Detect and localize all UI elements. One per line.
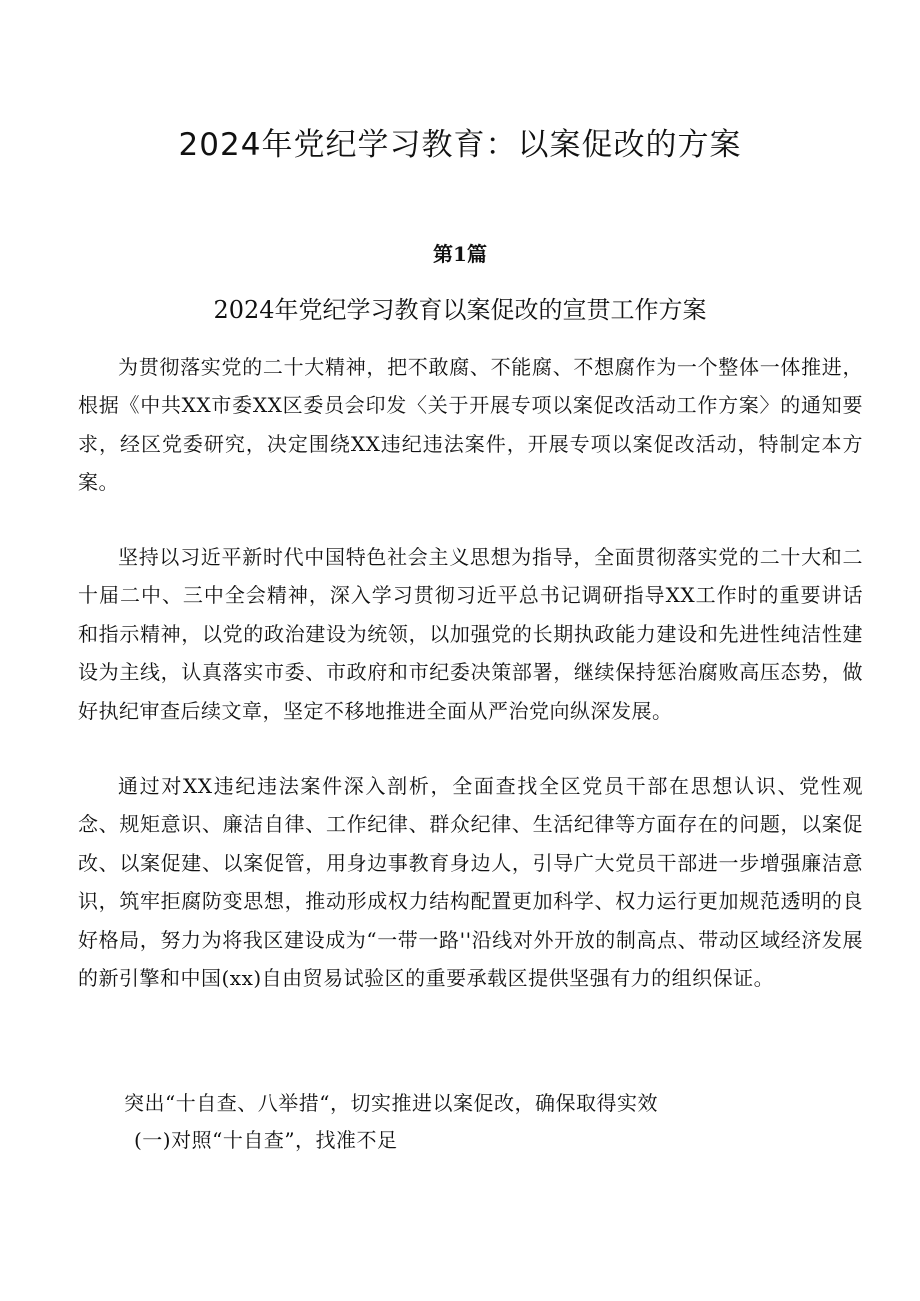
section-title: 2024年党纪学习教育以案促改的宣贯工作方案 bbox=[213, 296, 707, 324]
chapter-label: 第1篇 bbox=[433, 242, 487, 266]
paragraph-objectives: 通过对XX违纪违法案件深入剖析，全面查找全区党员干部在思想认识、党性观念、规矩意识、廉洁自律、工作纪律、群众纪律、生活纪律等方面存在的问题，以案促改、以案促建、以案促管，用身边事教育身边人，引导广大党员干部进一步增强廉洁意识，筑牢拒腐防变思想，推动形成权力结构配置更加科学、权力运行更加规范透明的良好格局，努力为将我区建设成为“一带一路''沿线对外开放的制高点、带动区域经济发展的新引擎和中国(xx)自由贸易试验区的重要承载区提供坚强有力的组织保证。 bbox=[78, 774, 863, 991]
paragraph-guiding-principle: 坚持以习近平新时代中国特色社会主义思想为指导，全面贯彻落实党的二十大和二十届二中、三中全会精神，深入学习贯彻习近平总书记调研指导XX工作时的重要讲话和指示精神，以党的政治建设为统领，以加强党的长期执政能力建设和先进性纯洁性建设为主线，认真落实市委、市政府和市纪委决策部署，继续保持惩治腐败高压态势，做好执纪审查后续文章，坚定不移地推进全面从严治党向纵深发展。 bbox=[78, 545, 863, 723]
paragraph-purpose: 为贯彻落实党的二十大精神，把不敢腐、不能腐、不想腐作为一个整体一体推进，根据《中共XX市委XX区委员会印发〈关于开展专项以案促改活动工作方案〉的通知要求，经区党委研究，决定围绕XX违纪违法案件，开展专项以案促改活动，特制定本方案。 bbox=[78, 355, 863, 495]
subheading-self-check: (一)对照“十自查”，找准不足 bbox=[134, 1128, 398, 1152]
heading-measures: 突出“十自查、八举措“，切实推进以案促改，确保取得实效 bbox=[124, 1091, 658, 1115]
document-title: 2024年党纪学习教育：以案促改的方案 bbox=[178, 127, 742, 163]
